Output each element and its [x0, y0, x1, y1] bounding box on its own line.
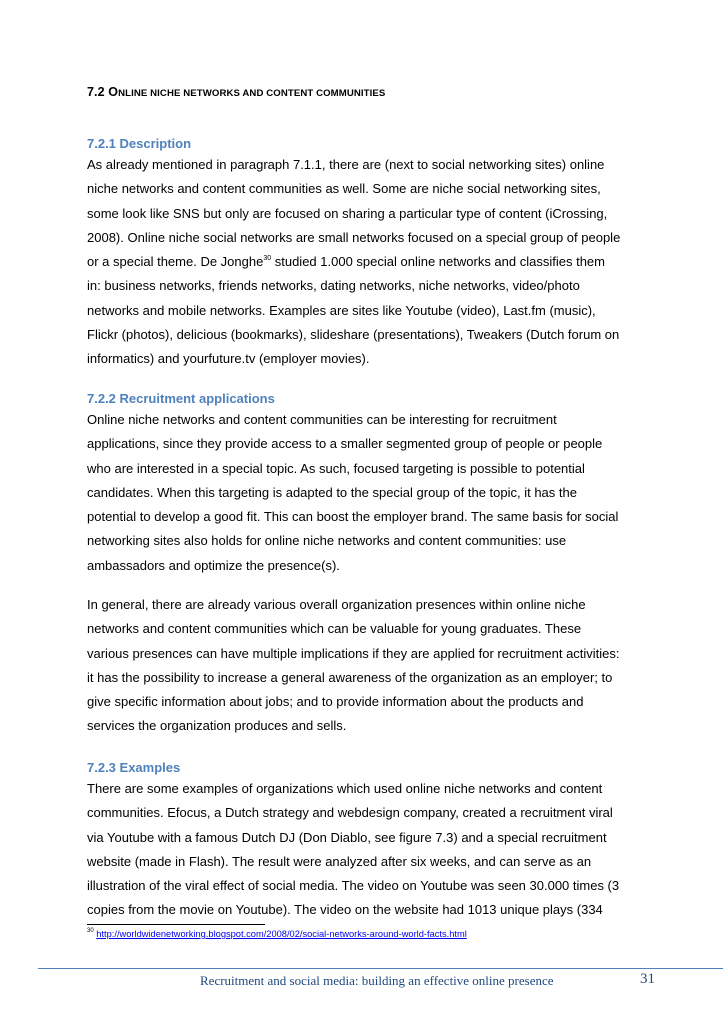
text-line: it has the possibility to increase a general awareness of the organization as an employer; to [87, 669, 613, 685]
text-line: communities. Efocus, a Dutch strategy and webdesign company, created a recruitment viral [87, 805, 613, 821]
text-fragment: studied 1.000 special online networks and classifies them [271, 254, 605, 270]
text-line: copies from the movie on Youtube). The video on the website had 1013 unique plays (334 [87, 902, 603, 918]
examples-paragraph [87, 777, 657, 923]
footnote [87, 929, 467, 939]
text-line: networks and mobile networks. Examples are sites like Youtube (video), Last.fm (music), [87, 302, 596, 318]
text-line: There are some examples of organizations which used online niche networks and content [87, 781, 603, 796]
description-paragraph [87, 153, 657, 372]
text-line: candidates. When this targeting is adapted to the special group of the topic, it has the [87, 484, 577, 500]
recruitment-paragraph-2 [87, 593, 657, 739]
text-fragment: or a special theme. De Jonghe [87, 254, 264, 270]
text-line: 2008). Online niche social networks are small networks focused on a special group of people [87, 229, 621, 245]
footnote-link[interactable]: http://worldwidenetworking.blogspot.com/2008/02/social-networks-around-world-facts.html [96, 929, 467, 939]
text-line: applications, since they provide access to a smaller segmented group of people or people [87, 436, 603, 452]
footnote-ref: 30 [263, 255, 272, 263]
section-title [87, 85, 385, 99]
text-line: networking sites also holds for online niche networks and content communities: use [87, 533, 567, 549]
page-number: 31 [640, 971, 655, 987]
footnote-divider [87, 924, 265, 925]
examples-heading: 7.2.3 Examples [87, 760, 181, 775]
text-line: potential to develop a good fit. This can boost the employer brand. The same basis for social [87, 509, 619, 525]
text-line: some look like SNS but only are focused on sharing a particular type of content (iCrossing, [87, 205, 608, 221]
footer-title: Recruitment and social media: building an effective online presence [200, 973, 554, 988]
text-line: As already mentioned in paragraph 7.1.1, there are (next to social networking sites) online [87, 157, 605, 172]
text-line: Online niche networks and content communities can be interesting for recruitment [87, 412, 557, 427]
text-line: who are interested in a special topic. As such, focused targeting is possible to potential [87, 460, 585, 476]
description-heading: 7.2.1 Description [87, 136, 192, 151]
section-title-text: NLINE NICHE NETWORKS AND CONTENT COMMUNITIES [118, 88, 386, 99]
text-line: in: business networks, friends networks, dating networks, niche networks, video/photo [87, 278, 580, 294]
text-line: ambassadors and optimize the presence(s). [87, 557, 340, 573]
section-title-number: 7.2 O [87, 85, 119, 99]
text-line: networks and content communities which can be valuable for young graduates. These [87, 621, 582, 637]
text-line: various presences can have multiple implications if they are applied for recruitment activities: [87, 645, 620, 661]
text-line: via Youtube with a famous Dutch DJ (Don Diablo, see figure 7.3) and a special recruitment [87, 829, 607, 845]
footnote-marker: 30 [87, 928, 94, 934]
text-line: give specific information about jobs; and to provide information about the products and [87, 694, 584, 710]
footer-divider [38, 968, 723, 969]
text-line: Flickr (photos), delicious (bookmarks), slideshare (presentations), Tweakers (Dutch forum on [87, 327, 620, 343]
text-line: services the organization produces and sells. [87, 718, 347, 734]
text-line: niche networks and content communities as well. Some are niche social networking sites, [87, 181, 601, 197]
text-line: illustration of the viral effect of social media. The video on Youtube was seen 30.000 times (3 [87, 878, 620, 894]
text-line: In general, there are already various overall organization presences within online niche [87, 597, 586, 612]
recruitment-heading: 7.2.2 Recruitment applications [87, 391, 275, 406]
text-line: website (made in Flash). The result were analyzed after six weeks, and can serve as an [87, 853, 592, 869]
text-line: informatics) and yourfuture.tv (employer movies). [87, 351, 370, 367]
recruitment-paragraph-1 [87, 408, 657, 578]
text-line [87, 250, 657, 274]
